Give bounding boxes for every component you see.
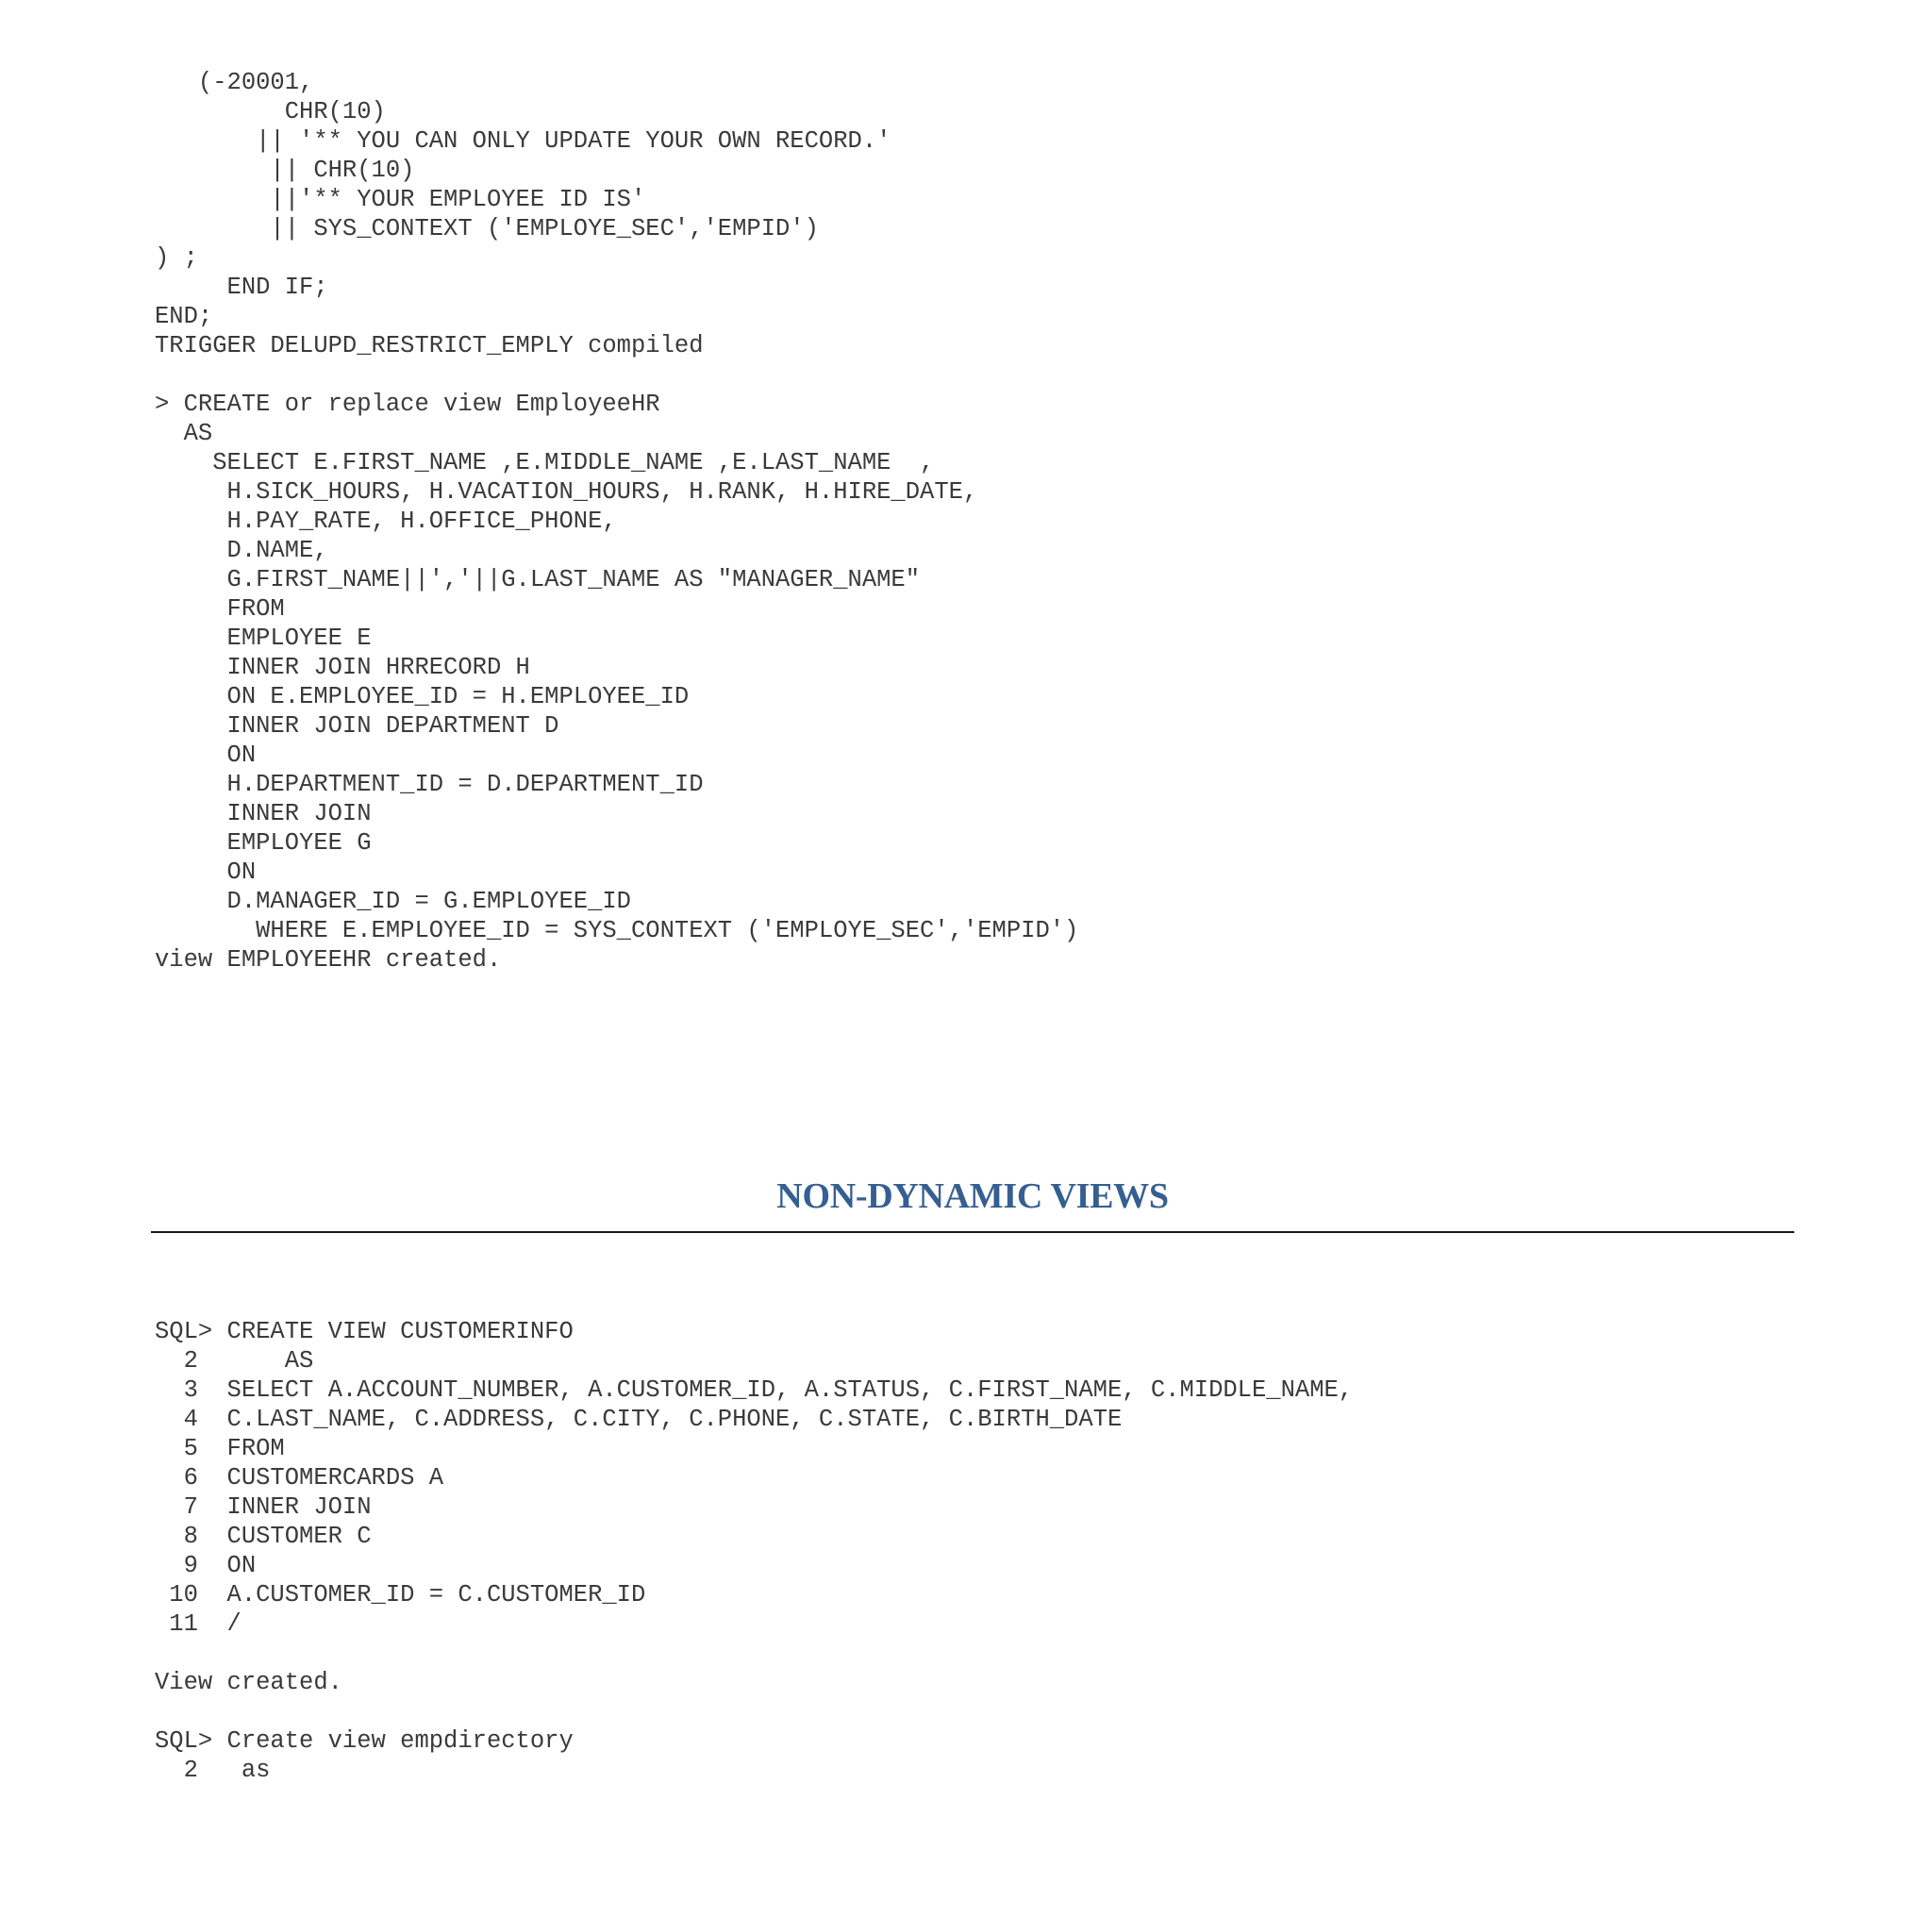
code-line: AS [155,420,213,447]
code-line: SQL> Create view empdirectory [155,1727,574,1755]
code-line: INNER JOIN HRRECORD H [155,654,530,681]
code-line: 7 INNER JOIN [155,1493,372,1521]
code-line: TRIGGER DELUPD_RESTRICT_EMPLY compiled [155,332,704,359]
code-line: SELECT E.FIRST_NAME ,E.MIDDLE_NAME ,E.LAST_NAME , [155,449,935,476]
code-line: 4 C.LAST_NAME, C.ADDRESS, C.CITY, C.PHONE, C.STATE, C.BIRTH_DATE [155,1406,1123,1433]
code-line: ON [155,742,257,769]
code-line: 10 A.CUSTOMER_ID = C.CUSTOMER_ID [155,1581,646,1609]
code-line: || CHR(10) [155,157,415,184]
code-line: H.DEPARTMENT_ID = D.DEPARTMENT_ID [155,771,704,798]
code-line [155,360,1078,390]
code-line: > CREATE or replace view EmployeeHR [155,391,660,418]
code-line: View created. [155,1669,342,1696]
sql-session-code [155,1317,1353,1785]
code-line: EMPLOYEE E [155,625,372,652]
code-line: 2 as [155,1757,271,1784]
code-line: G.FIRST_NAME||','||G.LAST_NAME AS "MANAGER_NAME" [155,566,921,593]
code-line [155,1639,1353,1668]
code-line: 6 CUSTOMERCARDS A [155,1464,444,1492]
section-heading: NON-DYNAMIC VIEWS [776,1176,1169,1216]
code-line: ) ; [155,244,198,272]
code-line: EMPLOYEE G [155,829,372,857]
trigger-and-employeehr-view-code [155,68,1078,975]
code-line: H.PAY_RATE, H.OFFICE_PHONE, [155,508,617,535]
code-line: SQL> CREATE VIEW CUSTOMERINFO [155,1318,574,1345]
code-line: INNER JOIN DEPARTMENT D [155,712,559,740]
code-line: ON E.EMPLOYEE_ID = H.EMPLOYEE_ID [155,683,690,710]
code-line: END; [155,303,213,330]
code-line: ||'** YOUR EMPLOYEE ID IS' [155,186,646,213]
code-line: 11 / [155,1610,242,1638]
code-line: D.MANAGER_ID = G.EMPLOYEE_ID [155,888,631,915]
code-line: INNER JOIN [155,800,372,827]
code-line: 5 FROM [155,1435,285,1462]
code-line: CHR(10) [155,98,386,125]
code-line: (-20001, [155,69,314,96]
code-line: 8 CUSTOMER C [155,1523,372,1550]
code-line [155,1697,1353,1726]
code-line: || SYS_CONTEXT ('EMPLOYE_SEC','EMPID') [155,215,819,242]
section-divider [151,1231,1794,1233]
code-line: D.NAME, [155,537,328,564]
code-line: view EMPLOYEEHR created. [155,946,502,974]
code-line: ON [155,858,257,886]
code-line: 9 ON [155,1552,257,1579]
code-line: WHERE E.EMPLOYEE_ID = SYS_CONTEXT ('EMPLOYE_SEC','EMPID') [155,917,1079,944]
code-line: END IF; [155,274,328,301]
code-line: || '** YOU CAN ONLY UPDATE YOUR OWN RECORD.' [155,127,891,155]
code-line: 2 AS [155,1347,314,1375]
code-line: 3 SELECT A.ACCOUNT_NUMBER, A.CUSTOMER_ID, A.STATUS, C.FIRST_NAME, C.MIDDLE_NAME, [155,1376,1354,1404]
code-line: FROM [155,595,285,623]
code-line: H.SICK_HOURS, H.VACATION_HOURS, H.RANK, H.HIRE_DATE, [155,478,978,506]
